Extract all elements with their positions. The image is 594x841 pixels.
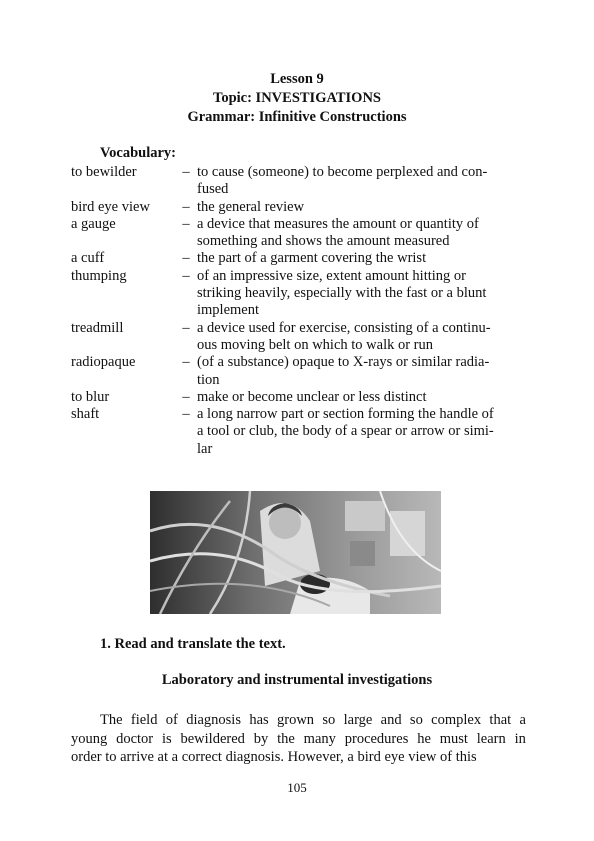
vocabulary-definition: striking heavily, especially with the fast or a blunt — [197, 285, 487, 302]
paragraph-line: order to arrive at a correct diagnosis. However, a bird eye view of this — [71, 749, 477, 765]
grammar-title: Grammar: Infinitive Constructions — [187, 109, 407, 125]
vocabulary-term: treadmill — [71, 319, 124, 336]
vocabulary-row — [71, 354, 526, 371]
vocabulary-term: to blur — [71, 388, 110, 405]
vocabulary-dash: – — [182, 164, 190, 180]
task-instruction: 1. Read and translate the text. — [100, 636, 286, 652]
vocabulary-term: a cuff — [71, 250, 105, 267]
vocabulary-row — [71, 320, 526, 337]
vocabulary-dash — [175, 441, 197, 458]
vocabulary-row — [71, 406, 526, 423]
vocabulary-definition: tion — [197, 371, 220, 388]
vocabulary-definition: the part of a garment covering the wrist — [197, 250, 427, 267]
paragraph-line: young doctor is bewildered by the many procedures he must learn in — [71, 730, 526, 747]
doctor-patient-photo — [150, 491, 441, 614]
vocabulary-definition: the general review — [197, 198, 305, 215]
vocabulary-definition: make or become unclear or less distinct — [197, 388, 427, 405]
vocabulary-dash — [175, 233, 197, 250]
vocabulary-dash: – — [182, 388, 190, 405]
text-title: Laboratory and instrumental investigations — [161, 672, 433, 688]
vocabulary-term — [71, 285, 175, 302]
vocabulary-dash — [175, 423, 197, 440]
vocabulary-term: to bewilder — [71, 164, 137, 180]
vocabulary-dash: – — [182, 354, 190, 371]
vocabulary-definition: something and shows the amount measured — [197, 233, 450, 250]
vocabulary-definition: lar — [197, 440, 213, 457]
vocabulary-dash — [175, 302, 197, 319]
topic-title: Topic: INVESTIGATIONS — [212, 90, 381, 106]
vocabulary-row — [71, 216, 526, 233]
vocabulary-term: thumping — [71, 267, 127, 284]
vocabulary-row — [71, 441, 526, 458]
vocabulary-row — [71, 233, 526, 250]
vocabulary-row — [71, 250, 526, 267]
vocabulary-row — [71, 164, 526, 181]
vocabulary-definition: a device used for exercise, consisting of a continu- — [197, 319, 491, 336]
vocabulary-dash: – — [182, 250, 190, 267]
vocabulary-definition: of an impressive size, extent amount hitting or — [197, 267, 466, 284]
vocabulary-term — [71, 233, 175, 250]
vocabulary-row — [71, 268, 526, 285]
page-number: 105 — [287, 780, 307, 795]
vocabulary-row — [71, 302, 526, 319]
vocabulary-list — [71, 164, 526, 458]
vocabulary-row — [71, 423, 526, 440]
vocabulary-definition: a tool or club, the body of a spear or arrow or simi- — [197, 423, 494, 440]
vocabulary-dash: – — [182, 215, 190, 232]
vocabulary-definition: fused — [197, 181, 229, 198]
vocabulary-definition: (of a substance) opaque to X-rays or similar radia- — [197, 354, 490, 371]
vocabulary-row — [71, 285, 526, 302]
vocabulary-dash: – — [182, 198, 190, 215]
vocabulary-definition: to cause (someone) to become perplexed and con- — [197, 164, 488, 180]
vocabulary-dash — [175, 337, 197, 354]
vocabulary-dash: – — [182, 406, 190, 423]
vocabulary-dash — [175, 181, 197, 198]
vocabulary-definition: a device that measures the amount or quantity of — [197, 215, 479, 232]
vocabulary-dash — [175, 285, 197, 302]
vocabulary-term — [71, 372, 175, 389]
vocabulary-term: shaft — [71, 406, 100, 423]
vocabulary-definition: ous moving belt on which to walk or run — [197, 336, 434, 353]
vocabulary-term: bird eye view — [71, 198, 150, 215]
vocabulary-row — [71, 181, 526, 198]
paragraph-line: The field of diagnosis has grown so large and so complex that a — [100, 712, 526, 728]
vocabulary-term — [71, 441, 175, 458]
vocabulary-definition: a long narrow part or section forming the handle of — [197, 406, 494, 423]
vocabulary-row — [71, 199, 526, 216]
vocabulary-row — [71, 389, 526, 406]
vocabulary-row — [71, 372, 526, 389]
vocabulary-term — [71, 423, 175, 440]
vocabulary-term: radiopaque — [71, 354, 136, 371]
vocabulary-term — [71, 181, 175, 198]
vocabulary-term — [71, 337, 175, 354]
vocabulary-term: a gauge — [71, 215, 116, 232]
vocabulary-definition: implement — [197, 302, 260, 319]
body-paragraph — [71, 711, 526, 767]
vocabulary-dash — [175, 372, 197, 389]
vocabulary-term — [71, 302, 175, 319]
vocabulary-row — [71, 337, 526, 354]
vocabulary-heading: Vocabulary: — [100, 145, 176, 161]
lesson-title: Lesson 9 — [270, 71, 324, 87]
vocabulary-dash: – — [182, 267, 190, 284]
vocabulary-dash: – — [182, 319, 190, 336]
